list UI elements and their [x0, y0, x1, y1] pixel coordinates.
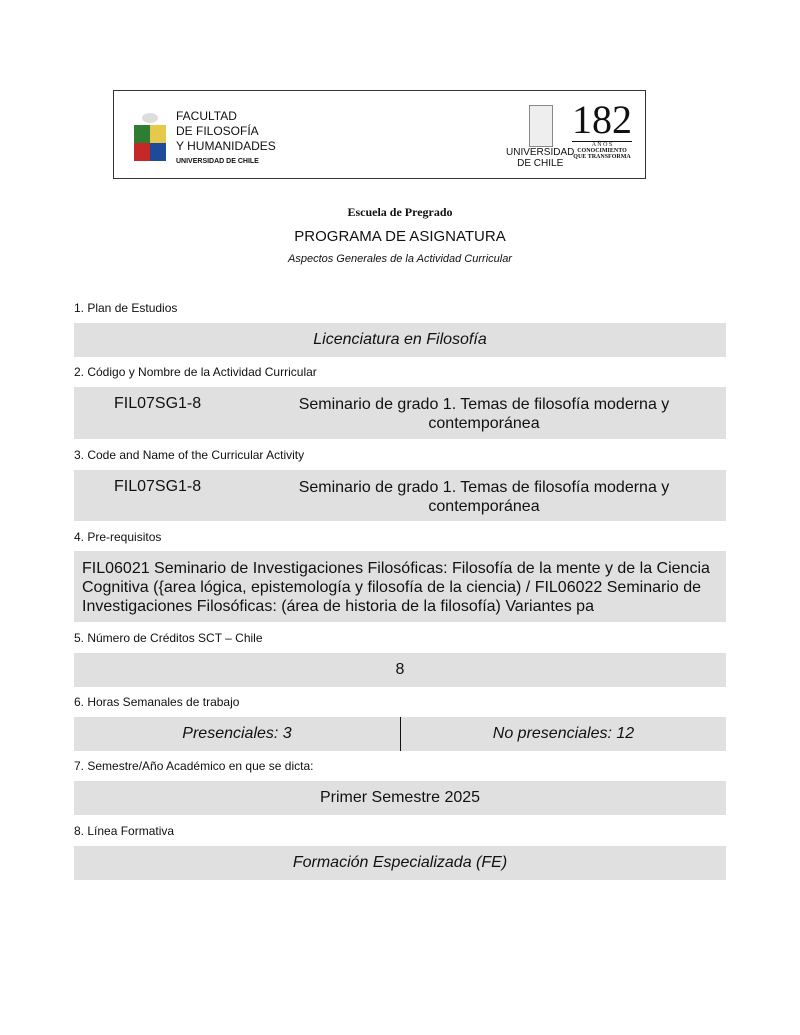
- section-label: 8. Línea Formativa: [74, 824, 175, 838]
- logo-line: DE CHILE: [517, 158, 564, 169]
- faculty-crest-icon: [134, 113, 166, 163]
- page-title: PROGRAMA DE ASIGNATURA: [294, 228, 506, 245]
- anniversary-number: 182: [572, 97, 632, 142]
- section-label: 6. Horas Semanales de trabajo: [74, 695, 240, 709]
- credits-field: 8: [74, 653, 726, 687]
- section-label: 7. Semestre/Año Académico en que se dicta:: [74, 759, 314, 773]
- logo-line: UNIVERSIDAD DE CHILE: [176, 158, 259, 165]
- header-banner: [113, 90, 646, 179]
- activity-code: FIL07SG1-8: [114, 478, 202, 495]
- faculty-logo-text: [176, 109, 276, 169]
- anniversary-slogan: CONOCIMIENTO: [577, 148, 627, 154]
- weekly-hours-field: [74, 717, 726, 751]
- section-label: 1. Plan de Estudios: [74, 301, 178, 315]
- uchile-logo-text: [506, 147, 574, 169]
- semester-field: Primer Semestre 2025: [74, 781, 726, 815]
- training-line-field: Formación Especializada (FE): [74, 846, 726, 880]
- study-plan-field: Licenciatura en Filosofía: [74, 323, 726, 357]
- presential-hours: Presenciales: 3: [182, 725, 292, 742]
- logo-line: UNIVERSIDAD: [506, 147, 575, 158]
- logo-line: FACULTAD: [176, 109, 237, 123]
- activity-name: Seminario de grado 1. Temas de filosofía moderna y contemporánea: [298, 396, 670, 432]
- section-label: 5. Número de Créditos SCT – Chile: [74, 631, 263, 645]
- logo-line: DE FILOSOFÍA: [176, 124, 259, 138]
- section-label: 4. Pre-requisitos: [74, 530, 162, 544]
- logo-line: Y HUMANIDADES: [176, 139, 276, 153]
- activity-code-name-en-field: [74, 470, 726, 521]
- activity-code: FIL07SG1-8: [114, 395, 202, 412]
- activity-code-name-field: [74, 387, 726, 439]
- section-label: 2. Código y Nombre de la Actividad Curricular: [74, 365, 317, 379]
- prerequisites-text: FIL06021 Seminario de Investigaciones Filosóficas: Filosofía de la mente y de la Ciencia Cognitiva ({area lógica, epistemología y filosofía de la ciencia) / FIL06022 Seminario de Investigaciones Filosóficas: (área de historia de la filosofía) Variantes pa: [82, 560, 710, 615]
- anniversary-years: A Ñ O S: [591, 142, 613, 148]
- prerequisites-field: [74, 551, 726, 622]
- uchile-seal-icon: [529, 105, 553, 147]
- anniversary-logo: [572, 99, 632, 160]
- activity-name: Seminario de grado 1. Temas de filosofía moderna y contemporánea: [298, 479, 670, 515]
- non-presential-hours: No presenciales: 12: [492, 725, 635, 742]
- page-subtitle: Aspectos Generales de la Actividad Curricular: [288, 253, 512, 265]
- school-name: Escuela de Pregrado: [347, 205, 453, 219]
- anniversary-slogan: QUE TRANSFORMA: [573, 154, 631, 160]
- section-label: 3. Code and Name of the Curricular Activity: [74, 448, 305, 462]
